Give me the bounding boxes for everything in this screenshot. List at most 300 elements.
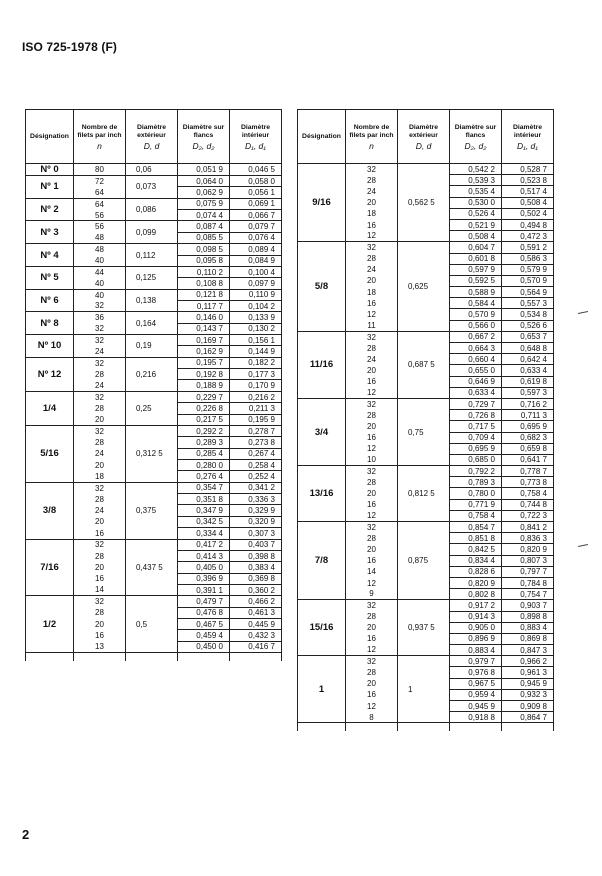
threads-cell: 10 bbox=[346, 454, 398, 465]
inner-diameter-cell: 0,695 9 bbox=[502, 421, 554, 432]
designation-cell: 1/4 bbox=[26, 391, 74, 425]
threads-cell: 28 bbox=[346, 667, 398, 678]
pitch-diameter-cell: 0,075 9 bbox=[178, 198, 230, 209]
pitch-diameter-cell: 0,530 0 bbox=[450, 197, 502, 208]
inner-diameter-cell: 0,100 4 bbox=[230, 266, 282, 277]
inner-diameter-cell: 0,597 3 bbox=[502, 387, 554, 398]
col-pitch-diameter: Diamètre sur flancs D₂, d₂ bbox=[450, 110, 502, 164]
inner-diameter-cell: 0,773 8 bbox=[502, 477, 554, 488]
inner-diameter-cell: 0,056 1 bbox=[230, 187, 282, 198]
table-row bbox=[298, 656, 554, 667]
inner-diameter-cell: 0,046 5 bbox=[230, 164, 282, 176]
threads-cell: 12 bbox=[346, 231, 398, 242]
pitch-diameter-cell: 0,098 5 bbox=[178, 244, 230, 255]
threads-cell: 16 bbox=[346, 219, 398, 230]
inner-diameter-cell: 0,778 7 bbox=[502, 466, 554, 477]
threads-cell: 64 bbox=[74, 198, 126, 209]
threads-cell: 72 bbox=[74, 176, 126, 187]
pitch-diameter-cell: 0,276 4 bbox=[178, 471, 230, 482]
inner-diameter-cell: 0,586 3 bbox=[502, 253, 554, 264]
threads-cell: 18 bbox=[346, 287, 398, 298]
threads-cell: 24 bbox=[346, 354, 398, 365]
pitch-diameter-cell: 0,117 7 bbox=[178, 300, 230, 311]
outer-diameter-cell: 0,112 bbox=[126, 244, 178, 267]
threads-cell: 28 bbox=[74, 403, 126, 414]
threads-cell: 9 bbox=[346, 589, 398, 600]
tail-cell bbox=[26, 653, 74, 662]
inner-diameter-cell: 0,156 1 bbox=[230, 335, 282, 346]
pitch-diameter-cell: 0,918 8 bbox=[450, 712, 502, 723]
threads-cell: 20 bbox=[74, 516, 126, 527]
threads-cell: 20 bbox=[346, 622, 398, 633]
pitch-diameter-cell: 0,820 9 bbox=[450, 577, 502, 588]
pitch-diameter-cell: 0,967 5 bbox=[450, 678, 502, 689]
threads-cell: 20 bbox=[346, 421, 398, 432]
outer-diameter-cell: 1 bbox=[398, 656, 450, 723]
threads-cell: 32 bbox=[346, 600, 398, 611]
threads-cell: 40 bbox=[74, 255, 126, 266]
inner-diameter-cell: 0,579 9 bbox=[502, 264, 554, 275]
table-header-row bbox=[298, 110, 554, 164]
threads-cell: 12 bbox=[346, 387, 398, 398]
designation-cell: 7/16 bbox=[26, 539, 74, 596]
pitch-diameter-cell: 0,051 9 bbox=[178, 164, 230, 176]
pitch-diameter-cell: 0,883 4 bbox=[450, 645, 502, 656]
outer-diameter-cell: 0,75 bbox=[398, 398, 450, 465]
table-tail bbox=[26, 653, 282, 662]
pitch-diameter-cell: 0,566 0 bbox=[450, 320, 502, 331]
inner-diameter-cell: 0,869 8 bbox=[502, 633, 554, 644]
inner-diameter-cell: 0,526 6 bbox=[502, 320, 554, 331]
inner-diameter-cell: 0,641 7 bbox=[502, 454, 554, 465]
threads-cell: 48 bbox=[74, 244, 126, 255]
pitch-diameter-cell: 0,905 0 bbox=[450, 622, 502, 633]
inner-diameter-cell: 0,864 7 bbox=[502, 712, 554, 723]
col-designation: Désignation bbox=[298, 110, 346, 164]
pitch-diameter-cell: 0,896 9 bbox=[450, 633, 502, 644]
inner-diameter-cell: 0,961 3 bbox=[502, 667, 554, 678]
threads-cell: 28 bbox=[74, 550, 126, 561]
inner-diameter-cell: 0,258 4 bbox=[230, 459, 282, 470]
threads-cell: 16 bbox=[346, 432, 398, 443]
inner-diameter-cell: 0,341 2 bbox=[230, 482, 282, 493]
inner-diameter-cell: 0,564 9 bbox=[502, 287, 554, 298]
threads-cell: 28 bbox=[346, 533, 398, 544]
pitch-diameter-cell: 0,217 5 bbox=[178, 414, 230, 425]
table-row bbox=[26, 221, 282, 232]
inner-diameter-cell: 0,104 2 bbox=[230, 300, 282, 311]
designation-cell: 5/8 bbox=[298, 242, 346, 332]
threads-cell: 40 bbox=[74, 289, 126, 300]
table-row bbox=[298, 466, 554, 477]
threads-cell: 28 bbox=[74, 607, 126, 618]
threads-cell: 32 bbox=[74, 391, 126, 402]
pitch-diameter-cell: 0,162 9 bbox=[178, 346, 230, 357]
pitch-diameter-cell: 0,391 1 bbox=[178, 584, 230, 595]
table-header-row bbox=[26, 110, 282, 164]
threads-cell: 28 bbox=[346, 343, 398, 354]
outer-diameter-cell: 0,687 5 bbox=[398, 331, 450, 398]
inner-diameter-cell: 0,754 7 bbox=[502, 589, 554, 600]
inner-diameter-cell: 0,502 4 bbox=[502, 208, 554, 219]
inner-diameter-cell: 0,494 8 bbox=[502, 219, 554, 230]
threads-cell: 28 bbox=[74, 437, 126, 448]
threads-cell: 32 bbox=[346, 522, 398, 533]
inner-diameter-cell: 0,528 7 bbox=[502, 164, 554, 175]
inner-diameter-cell: 0,130 2 bbox=[230, 323, 282, 334]
inner-diameter-cell: 0,642 4 bbox=[502, 354, 554, 365]
inner-diameter-cell: 0,807 3 bbox=[502, 555, 554, 566]
tail-cell bbox=[450, 723, 502, 732]
pitch-diameter-cell: 0,726 8 bbox=[450, 410, 502, 421]
pitch-diameter-cell: 0,914 3 bbox=[450, 611, 502, 622]
inner-diameter-cell: 0,069 1 bbox=[230, 198, 282, 209]
table-row bbox=[26, 357, 282, 368]
pitch-diameter-cell: 0,685 0 bbox=[450, 454, 502, 465]
designation-cell: Nº 5 bbox=[26, 266, 74, 289]
designation-cell: 1/2 bbox=[26, 596, 74, 653]
inner-diameter-cell: 0,267 4 bbox=[230, 448, 282, 459]
thread-table-right bbox=[297, 109, 554, 731]
inner-diameter-cell: 0,170 9 bbox=[230, 380, 282, 391]
pitch-diameter-cell: 0,592 5 bbox=[450, 275, 502, 286]
designation-cell: 3/8 bbox=[26, 482, 74, 539]
threads-cell: 36 bbox=[74, 312, 126, 323]
outer-diameter-cell: 0,375 bbox=[126, 482, 178, 539]
pitch-diameter-cell: 0,588 9 bbox=[450, 287, 502, 298]
threads-cell: 14 bbox=[74, 584, 126, 595]
col-outer-diameter: Diamètre extérieur D, d bbox=[126, 110, 178, 164]
inner-diameter-cell: 0,432 3 bbox=[230, 630, 282, 641]
inner-diameter-cell: 0,758 4 bbox=[502, 488, 554, 499]
page-number: 2 bbox=[22, 827, 30, 842]
pitch-diameter-cell: 0,108 8 bbox=[178, 278, 230, 289]
inner-diameter-cell: 0,336 3 bbox=[230, 494, 282, 505]
pitch-diameter-cell: 0,479 7 bbox=[178, 596, 230, 607]
designation-cell: Nº 12 bbox=[26, 357, 74, 391]
inner-diameter-cell: 0,682 3 bbox=[502, 432, 554, 443]
col-threads: Nombre de filets par inch n bbox=[74, 110, 126, 164]
pitch-diameter-cell: 0,655 0 bbox=[450, 365, 502, 376]
pitch-diameter-cell: 0,828 6 bbox=[450, 566, 502, 577]
pitch-diameter-cell: 0,195 7 bbox=[178, 357, 230, 368]
inner-diameter-cell: 0,144 9 bbox=[230, 346, 282, 357]
pitch-diameter-cell: 0,095 8 bbox=[178, 255, 230, 266]
threads-cell: 16 bbox=[346, 298, 398, 309]
threads-cell: 13 bbox=[74, 641, 126, 652]
threads-cell: 20 bbox=[346, 678, 398, 689]
inner-diameter-cell: 0,383 4 bbox=[230, 562, 282, 573]
threads-cell: 24 bbox=[346, 264, 398, 275]
pitch-diameter-cell: 0,417 2 bbox=[178, 539, 230, 550]
table-row bbox=[298, 164, 554, 175]
threads-cell: 32 bbox=[74, 323, 126, 334]
pitch-diameter-cell: 0,959 4 bbox=[450, 689, 502, 700]
inner-diameter-cell: 0,079 7 bbox=[230, 221, 282, 232]
pitch-diameter-cell: 0,979 7 bbox=[450, 656, 502, 667]
inner-diameter-cell: 0,903 7 bbox=[502, 600, 554, 611]
threads-cell: 8 bbox=[346, 712, 398, 723]
inner-diameter-cell: 0,633 4 bbox=[502, 365, 554, 376]
pitch-diameter-cell: 0,405 0 bbox=[178, 562, 230, 573]
table-row bbox=[26, 335, 282, 346]
pitch-diameter-cell: 0,396 9 bbox=[178, 573, 230, 584]
threads-cell: 28 bbox=[74, 369, 126, 380]
threads-cell: 32 bbox=[346, 656, 398, 667]
inner-diameter-cell: 0,523 8 bbox=[502, 175, 554, 186]
threads-cell: 56 bbox=[74, 210, 126, 221]
inner-diameter-cell: 0,797 7 bbox=[502, 566, 554, 577]
threads-cell: 12 bbox=[346, 510, 398, 521]
pitch-diameter-cell: 0,789 3 bbox=[450, 477, 502, 488]
outer-diameter-cell: 0,06 bbox=[126, 164, 178, 176]
pitch-diameter-cell: 0,834 4 bbox=[450, 555, 502, 566]
table-row bbox=[26, 266, 282, 277]
threads-cell: 80 bbox=[74, 164, 126, 176]
threads-cell: 16 bbox=[346, 499, 398, 510]
tail-cell bbox=[178, 653, 230, 662]
designation-cell: Nº 4 bbox=[26, 244, 74, 267]
pitch-diameter-cell: 0,854 7 bbox=[450, 522, 502, 533]
designation-cell: 7/8 bbox=[298, 522, 346, 600]
pitch-diameter-cell: 0,597 9 bbox=[450, 264, 502, 275]
inner-diameter-cell: 0,517 4 bbox=[502, 186, 554, 197]
pitch-diameter-cell: 0,709 4 bbox=[450, 432, 502, 443]
designation-cell: Nº 0 bbox=[26, 164, 74, 176]
threads-cell: 14 bbox=[346, 566, 398, 577]
threads-cell: 32 bbox=[74, 539, 126, 550]
inner-diameter-cell: 0,619 8 bbox=[502, 376, 554, 387]
pitch-diameter-cell: 0,414 3 bbox=[178, 550, 230, 561]
pitch-diameter-cell: 0,584 4 bbox=[450, 298, 502, 309]
designation-cell: 3/4 bbox=[298, 398, 346, 465]
outer-diameter-cell: 0,5 bbox=[126, 596, 178, 653]
inner-diameter-cell: 0,659 8 bbox=[502, 443, 554, 454]
inner-diameter-cell: 0,133 9 bbox=[230, 312, 282, 323]
outer-diameter-cell: 0,312 5 bbox=[126, 425, 178, 482]
inner-diameter-cell: 0,252 4 bbox=[230, 471, 282, 482]
table-row bbox=[26, 244, 282, 255]
col-inner-diameter: Diamètre intérieur D₁, d₁ bbox=[502, 110, 554, 164]
inner-diameter-cell: 0,909 8 bbox=[502, 701, 554, 712]
document-header: ISO 725-1978 (F) bbox=[22, 40, 117, 54]
pitch-diameter-cell: 0,780 0 bbox=[450, 488, 502, 499]
threads-cell: 40 bbox=[74, 278, 126, 289]
pitch-diameter-cell: 0,467 5 bbox=[178, 619, 230, 630]
table-row bbox=[26, 164, 282, 176]
pitch-diameter-cell: 0,664 3 bbox=[450, 343, 502, 354]
inner-diameter-cell: 0,278 7 bbox=[230, 425, 282, 436]
inner-diameter-cell: 0,369 8 bbox=[230, 573, 282, 584]
designation-cell: Nº 10 bbox=[26, 335, 74, 358]
table-row bbox=[26, 539, 282, 550]
pitch-diameter-cell: 0,229 7 bbox=[178, 391, 230, 402]
pitch-diameter-cell: 0,226 8 bbox=[178, 403, 230, 414]
inner-diameter-cell: 0,329 9 bbox=[230, 505, 282, 516]
table-row bbox=[26, 312, 282, 323]
outer-diameter-cell: 0,164 bbox=[126, 312, 178, 335]
pitch-diameter-cell: 0,539 3 bbox=[450, 175, 502, 186]
inner-diameter-cell: 0,216 2 bbox=[230, 391, 282, 402]
pitch-diameter-cell: 0,459 4 bbox=[178, 630, 230, 641]
col-pitch-diameter: Diamètre sur flancs D₂, d₂ bbox=[178, 110, 230, 164]
col-designation: Désignation bbox=[26, 110, 74, 164]
threads-cell: 20 bbox=[346, 365, 398, 376]
col-threads: Nombre de filets par inch n bbox=[346, 110, 398, 164]
threads-cell: 12 bbox=[346, 701, 398, 712]
threads-cell: 20 bbox=[74, 459, 126, 470]
inner-diameter-cell: 0,273 8 bbox=[230, 437, 282, 448]
threads-cell: 32 bbox=[346, 164, 398, 175]
pitch-diameter-cell: 0,146 0 bbox=[178, 312, 230, 323]
pitch-diameter-cell: 0,570 9 bbox=[450, 309, 502, 320]
pitch-diameter-cell: 0,521 9 bbox=[450, 219, 502, 230]
threads-cell: 16 bbox=[346, 555, 398, 566]
margin-mark bbox=[578, 311, 588, 314]
pitch-diameter-cell: 0,289 3 bbox=[178, 437, 230, 448]
threads-cell: 12 bbox=[346, 577, 398, 588]
inner-diameter-cell: 0,836 3 bbox=[502, 533, 554, 544]
pitch-diameter-cell: 0,508 4 bbox=[450, 231, 502, 242]
inner-diameter-cell: 0,076 4 bbox=[230, 232, 282, 243]
threads-cell: 24 bbox=[74, 505, 126, 516]
inner-diameter-cell: 0,211 3 bbox=[230, 403, 282, 414]
pitch-diameter-cell: 0,085 5 bbox=[178, 232, 230, 243]
inner-diameter-cell: 0,195 9 bbox=[230, 414, 282, 425]
pitch-diameter-cell: 0,342 5 bbox=[178, 516, 230, 527]
pitch-diameter-cell: 0,450 0 bbox=[178, 641, 230, 652]
threads-cell: 32 bbox=[74, 482, 126, 493]
tail-cell bbox=[230, 653, 282, 662]
pitch-diameter-cell: 0,062 9 bbox=[178, 187, 230, 198]
inner-diameter-cell: 0,653 7 bbox=[502, 331, 554, 342]
pitch-diameter-cell: 0,917 2 bbox=[450, 600, 502, 611]
threads-cell: 20 bbox=[346, 197, 398, 208]
table-tail bbox=[298, 723, 554, 732]
inner-diameter-cell: 0,177 3 bbox=[230, 369, 282, 380]
inner-diameter-cell: 0,945 9 bbox=[502, 678, 554, 689]
inner-diameter-cell: 0,360 2 bbox=[230, 584, 282, 595]
outer-diameter-cell: 0,073 bbox=[126, 176, 178, 199]
thread-table-left bbox=[25, 109, 282, 661]
threads-cell: 28 bbox=[346, 477, 398, 488]
threads-cell: 32 bbox=[74, 596, 126, 607]
outer-diameter-cell: 0,19 bbox=[126, 335, 178, 358]
inner-diameter-cell: 0,820 9 bbox=[502, 544, 554, 555]
col-inner-diameter: Diamètre intérieur D₁, d₁ bbox=[230, 110, 282, 164]
margin-mark bbox=[578, 544, 588, 547]
inner-diameter-cell: 0,966 2 bbox=[502, 656, 554, 667]
inner-diameter-cell: 0,472 3 bbox=[502, 231, 554, 242]
pitch-diameter-cell: 0,292 2 bbox=[178, 425, 230, 436]
inner-diameter-cell: 0,716 2 bbox=[502, 398, 554, 409]
threads-cell: 20 bbox=[346, 488, 398, 499]
table-row bbox=[26, 198, 282, 209]
inner-diameter-cell: 0,398 8 bbox=[230, 550, 282, 561]
pitch-diameter-cell: 0,945 9 bbox=[450, 701, 502, 712]
threads-cell: 18 bbox=[74, 471, 126, 482]
pitch-diameter-cell: 0,729 7 bbox=[450, 398, 502, 409]
pitch-diameter-cell: 0,771 9 bbox=[450, 499, 502, 510]
threads-cell: 12 bbox=[346, 443, 398, 454]
pitch-diameter-cell: 0,280 0 bbox=[178, 459, 230, 470]
table-row bbox=[298, 242, 554, 253]
designation-cell: 13/16 bbox=[298, 466, 346, 522]
inner-diameter-cell: 0,570 9 bbox=[502, 275, 554, 286]
pitch-diameter-cell: 0,646 9 bbox=[450, 376, 502, 387]
inner-diameter-cell: 0,466 2 bbox=[230, 596, 282, 607]
tail-cell bbox=[346, 723, 398, 732]
inner-diameter-cell: 0,784 8 bbox=[502, 577, 554, 588]
inner-diameter-cell: 0,058 0 bbox=[230, 176, 282, 187]
pitch-diameter-cell: 0,842 5 bbox=[450, 544, 502, 555]
designation-cell: 11/16 bbox=[298, 331, 346, 398]
pitch-diameter-cell: 0,851 8 bbox=[450, 533, 502, 544]
table-row bbox=[298, 398, 554, 409]
tail-cell bbox=[502, 723, 554, 732]
inner-diameter-cell: 0,089 4 bbox=[230, 244, 282, 255]
table-row bbox=[298, 522, 554, 533]
pitch-diameter-cell: 0,633 4 bbox=[450, 387, 502, 398]
table-row bbox=[26, 425, 282, 436]
threads-cell: 32 bbox=[346, 466, 398, 477]
pitch-diameter-cell: 0,535 4 bbox=[450, 186, 502, 197]
designation-cell: 5/16 bbox=[26, 425, 74, 482]
pitch-diameter-cell: 0,143 7 bbox=[178, 323, 230, 334]
threads-cell: 32 bbox=[346, 331, 398, 342]
table-row bbox=[26, 176, 282, 187]
outer-diameter-cell: 0,216 bbox=[126, 357, 178, 391]
threads-cell: 32 bbox=[74, 357, 126, 368]
threads-cell: 16 bbox=[74, 573, 126, 584]
table-row bbox=[26, 482, 282, 493]
inner-diameter-cell: 0,883 4 bbox=[502, 622, 554, 633]
threads-cell: 64 bbox=[74, 187, 126, 198]
tail-cell bbox=[126, 653, 178, 662]
table-row bbox=[298, 600, 554, 611]
outer-diameter-cell: 0,086 bbox=[126, 198, 178, 221]
inner-diameter-cell: 0,847 3 bbox=[502, 645, 554, 656]
threads-cell: 28 bbox=[74, 494, 126, 505]
inner-diameter-cell: 0,445 9 bbox=[230, 619, 282, 630]
inner-diameter-cell: 0,534 8 bbox=[502, 309, 554, 320]
threads-cell: 24 bbox=[346, 186, 398, 197]
designation-cell: 1 bbox=[298, 656, 346, 723]
pitch-diameter-cell: 0,110 2 bbox=[178, 266, 230, 277]
threads-cell: 20 bbox=[74, 619, 126, 630]
threads-cell: 24 bbox=[74, 380, 126, 391]
inner-diameter-cell: 0,416 7 bbox=[230, 641, 282, 652]
inner-diameter-cell: 0,320 9 bbox=[230, 516, 282, 527]
designation-cell: Nº 6 bbox=[26, 289, 74, 312]
col-outer-diameter: Diamètre extérieur D, d bbox=[398, 110, 450, 164]
threads-cell: 28 bbox=[346, 175, 398, 186]
designation-cell: Nº 2 bbox=[26, 198, 74, 221]
threads-cell: 20 bbox=[74, 562, 126, 573]
pitch-diameter-cell: 0,601 8 bbox=[450, 253, 502, 264]
inner-diameter-cell: 0,841 2 bbox=[502, 522, 554, 533]
inner-diameter-cell: 0,508 4 bbox=[502, 197, 554, 208]
pitch-diameter-cell: 0,792 2 bbox=[450, 466, 502, 477]
threads-cell: 28 bbox=[346, 410, 398, 421]
designation-cell: Nº 8 bbox=[26, 312, 74, 335]
threads-cell: 16 bbox=[346, 376, 398, 387]
inner-diameter-cell: 0,932 3 bbox=[502, 689, 554, 700]
pitch-diameter-cell: 0,660 4 bbox=[450, 354, 502, 365]
threads-cell: 16 bbox=[346, 633, 398, 644]
inner-diameter-cell: 0,461 3 bbox=[230, 607, 282, 618]
outer-diameter-cell: 0,138 bbox=[126, 289, 178, 312]
